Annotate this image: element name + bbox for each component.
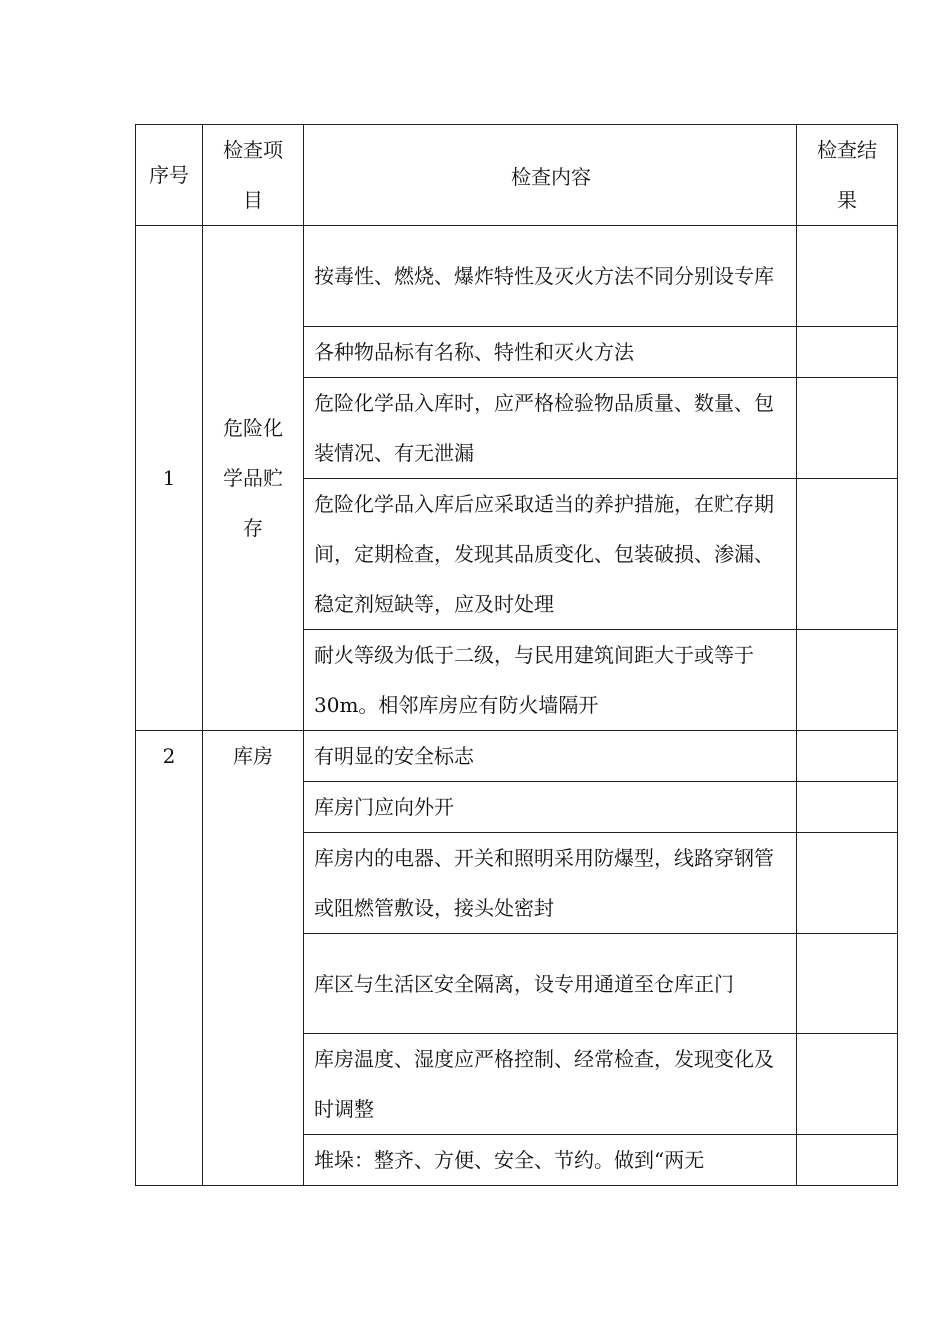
content-text: 堆垛：整齐、方便、安全、节约。做到“两无 — [314, 1148, 705, 1172]
table-row — [136, 731, 898, 782]
result-cell[interactable] — [797, 378, 898, 479]
content-text: 危险化学品入库时，应严格检验物品质量、数量、包装情况、有无泄漏 — [314, 391, 774, 465]
group-num-label: 2 — [162, 744, 176, 768]
result-cell[interactable] — [797, 1034, 898, 1135]
group-1-item — [203, 226, 304, 731]
result-cell[interactable] — [797, 782, 898, 833]
result-cell[interactable] — [797, 226, 898, 327]
group-num-label: 1 — [162, 466, 176, 490]
header-result-label: 检查结果 — [817, 138, 877, 212]
header-result — [797, 125, 898, 226]
group-2-num — [136, 731, 203, 1186]
content-cell — [304, 731, 797, 782]
result-cell[interactable] — [797, 833, 898, 934]
result-cell[interactable] — [797, 479, 898, 630]
result-cell[interactable] — [797, 934, 898, 1034]
content-text: 库房温度、湿度应严格控制、经常检查，发现变化及时调整 — [314, 1047, 774, 1121]
result-cell[interactable] — [797, 1135, 898, 1186]
content-text: 库房门应向外开 — [314, 795, 454, 819]
content-cell — [304, 378, 797, 479]
group-item-label: 危险化学品贮存 — [223, 416, 283, 540]
content-text: 库房内的电器、开关和照明采用防爆型，线路穿钢管或阻燃管敷设，接头处密封 — [314, 846, 774, 920]
content-text: 库区与生活区安全隔离，设专用通道至仓库正门 — [314, 971, 734, 996]
header-content — [304, 125, 797, 226]
content-cell — [304, 934, 797, 1034]
content-text: 各种物品标有名称、特性和灭火方法 — [314, 340, 634, 364]
content-text: 危险化学品入库后应采取适当的养护措施，在贮存期间，定期检查，发现其品质变化、包装破损、渗漏、稳定剂短缺等，应及时处理 — [314, 492, 774, 616]
table-header-row — [136, 125, 898, 226]
content-cell — [304, 327, 797, 378]
content-cell — [304, 1135, 797, 1186]
header-item-label: 检查项目 — [223, 138, 283, 212]
content-cell — [304, 833, 797, 934]
content-cell — [304, 1034, 797, 1135]
table-row — [136, 226, 898, 327]
result-cell[interactable] — [797, 327, 898, 378]
content-cell — [304, 226, 797, 327]
content-text: 有明显的安全标志 — [314, 744, 474, 768]
group-2-item — [203, 731, 304, 1186]
group-item-label: 库房 — [233, 744, 273, 768]
header-num-label: 序号 — [149, 162, 189, 187]
content-text: 按毒性、燃烧、爆炸特性及灭火方法不同分别设专库 — [314, 264, 774, 288]
content-text: 耐火等级为低于二级，与民用建筑间距大于或等于30m。相邻库房应有防火墙隔开 — [314, 643, 754, 717]
header-num — [136, 125, 203, 226]
content-cell — [304, 782, 797, 833]
inspection-table — [135, 124, 898, 1186]
group-1-num — [136, 226, 203, 731]
result-cell[interactable] — [797, 731, 898, 782]
content-cell — [304, 630, 797, 731]
content-cell — [304, 479, 797, 630]
header-item — [203, 125, 304, 226]
header-content-label: 检查内容 — [511, 164, 591, 189]
result-cell[interactable] — [797, 630, 898, 731]
